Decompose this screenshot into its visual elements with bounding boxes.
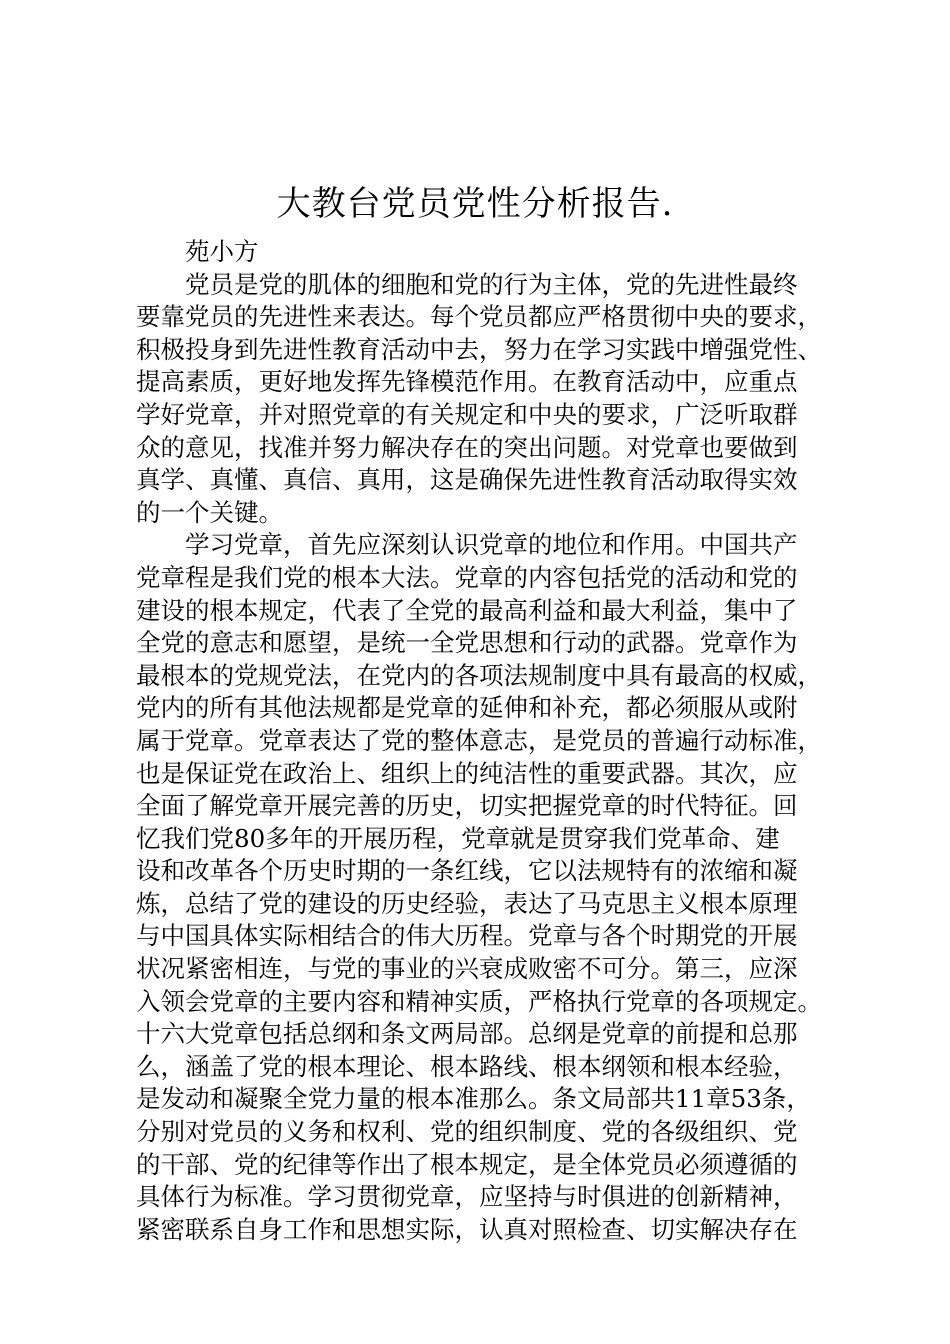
paragraph-line: 全党的意志和愿望，是统一全党思想和行动的武器。党章作为	[136, 628, 798, 658]
paragraph-line: 是发动和凝聚全党力量的根本准那么。条文局部共11章53条，	[136, 1084, 811, 1114]
paragraph-line: 最根本的党规党法，在党内的各项法规制度中具有最高的权威，	[136, 660, 822, 690]
paragraph-line: 建设的根本规定，代表了全党的最高利益和最大利益，集中了	[136, 595, 798, 625]
paragraph-line: 要靠党员的先进性来表达。每个党员都应严格贯彻中央的要求，	[136, 302, 822, 332]
paragraph-line: 炼，总结了党的建设的历史经验，表达了马克思主义根本原理	[136, 888, 798, 918]
paragraph-line: 也是保证党在政治上、组织上的纯洁性的重要武器。其次，应	[136, 758, 798, 788]
paragraph-line: 么，涵盖了党的根本理论、根本路线、根本纲领和根本经验，	[136, 1051, 798, 1081]
paragraph-line: 学习党章，首先应深刻认识党章的地位和作用。中国共产	[185, 530, 798, 560]
paragraph-line: 积极投身到先进性教育活动中去，努力在学习实践中增强党性、	[136, 334, 822, 364]
paragraph-line: 提高素质，更好地发挥先锋模范作用。在教育活动中，应重点	[136, 367, 798, 397]
paragraph-line: 紧密联系自身工作和思想实际，认真对照检查、切实解决存在	[136, 1214, 798, 1244]
author-name: 苑小方	[185, 237, 259, 266]
paragraph-line: 具体行为标准。学习贯彻党章，应坚持与时俱进的创新精神，	[136, 1182, 798, 1212]
paragraph-line: 党员是党的肌体的细胞和党的行为主体，党的先进性最终	[185, 269, 798, 299]
paragraph-line: 全面了解党章开展完善的历史，切实把握党章的时代特征。回	[136, 791, 798, 821]
paragraph-line: 十六大党章包括总纲和条文两局部。总纲是党章的前提和总那	[136, 1019, 798, 1049]
paragraph-line: 分别对党员的义务和权利、党的组织制度、党的各级组织、党	[136, 1117, 798, 1147]
paragraph-line: 众的意见，找准并努力解决存在的突出问题。对党章也要做到	[136, 432, 798, 462]
paragraph-line: 学好党章，并对照党章的有关规定和中央的要求，广泛听取群	[136, 399, 798, 429]
paragraph-line: 忆我们党80多年的开展历程，党章就是贯穿我们党革命、建	[136, 823, 780, 853]
paragraph-line: 状况紧密相连，与党的事业的兴衰成败密不可分。第三，应深	[136, 954, 798, 984]
document-title: 大教台党员党性分析报告.	[276, 184, 674, 224]
document-body	[136, 236, 846, 1246]
paragraph-line: 的一个关键。	[136, 497, 283, 527]
paragraph-line: 设和改革各个历史时期的一条红线，它以法规特有的浓缩和凝	[136, 856, 798, 886]
paragraph-line: 的干部、党的纪律等作出了根本规定，是全体党员必须遵循的	[136, 1149, 798, 1179]
paragraph-line: 党章程是我们党的根本大法。党章的内容包括党的活动和党的	[136, 562, 798, 592]
paragraph-line: 与中国具体实际相结合的伟大历程。党章与各个时期党的开展	[136, 921, 798, 951]
paragraph-line: 真学、真懂、真信、真用，这是确保先进性教育活动取得实效	[136, 465, 798, 495]
paragraph-line: 入领会党章的主要内容和精神实质，严格执行党章的各项规定。	[136, 986, 822, 1016]
paragraph-line: 属于党章。党章表达了党的整体意志，是党员的普遍行动标准，	[136, 725, 822, 755]
paragraph-line: 党内的所有其他法规都是党章的延伸和补充，都必须服从或附	[136, 693, 798, 723]
